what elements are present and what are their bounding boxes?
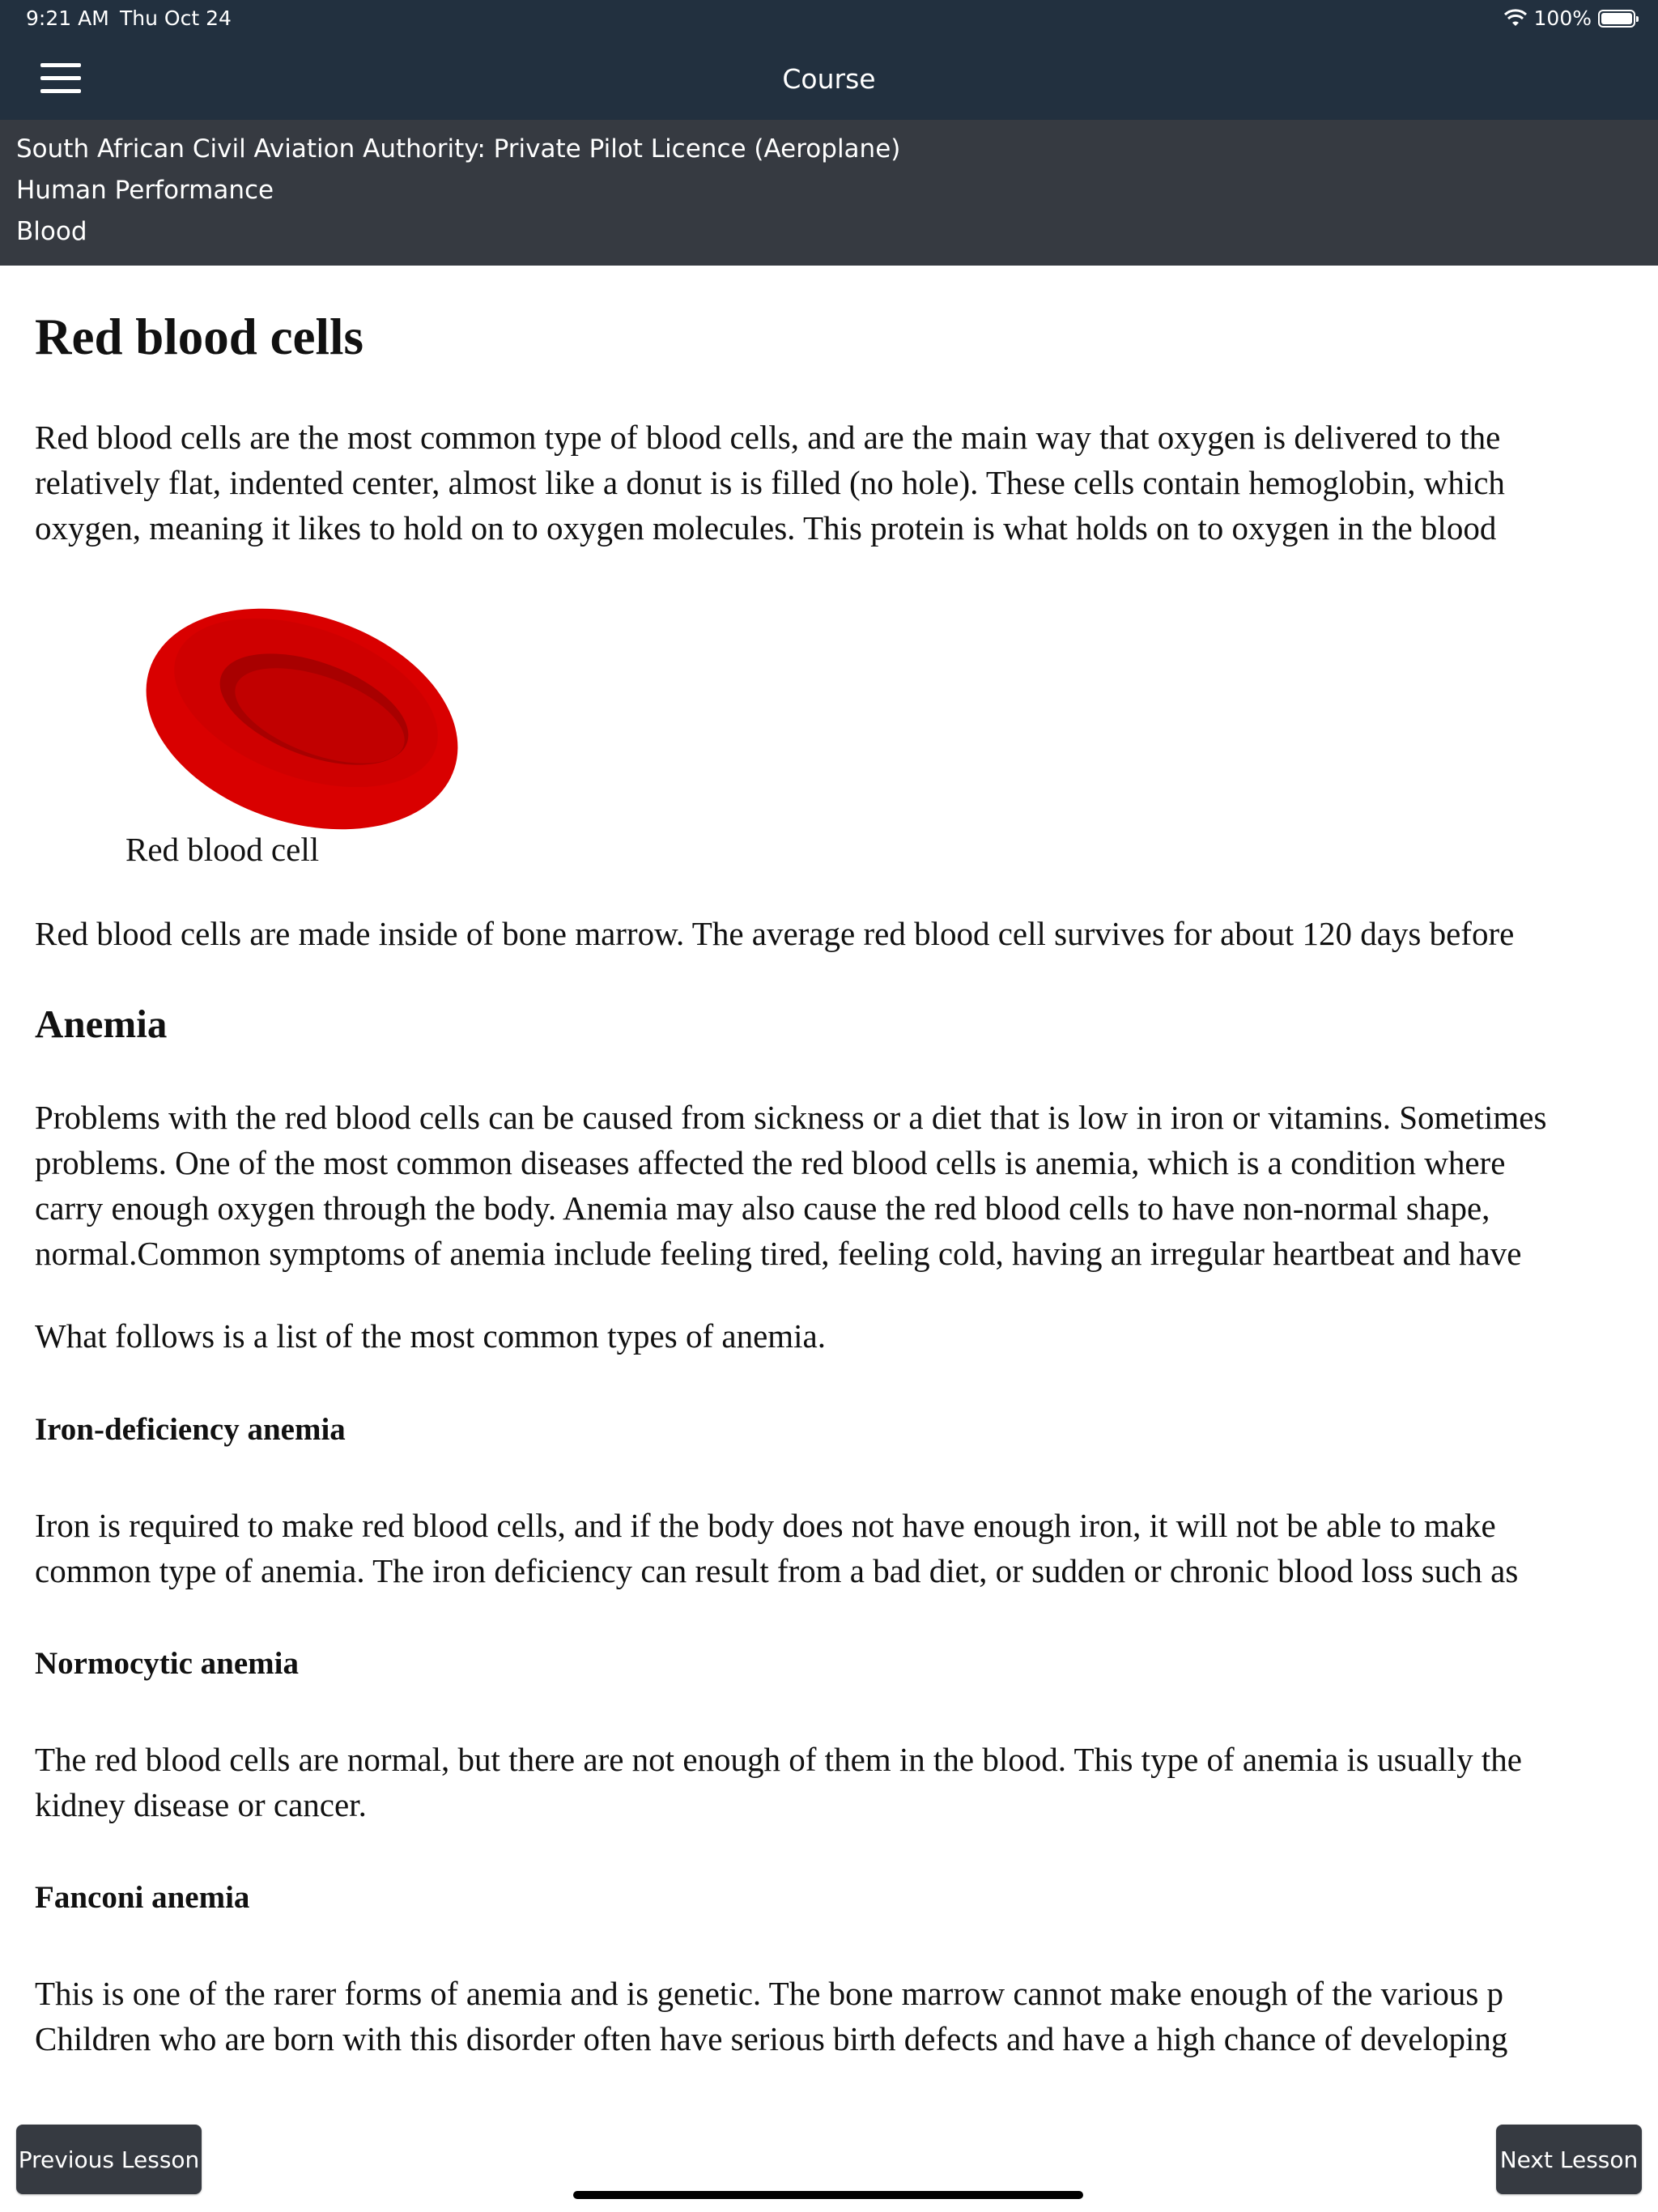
lesson-title: Red blood cells (35, 308, 364, 365)
anemia-line: problems. One of the most common diseases affected the red blood cells is anemia, which is a condition where (35, 1144, 1506, 1181)
next-lesson-button[interactable]: Next Lesson (1496, 2125, 1642, 2194)
red-blood-cell-image (132, 589, 488, 857)
marrow-paragraph: Red blood cells are made inside of bone marrow. The average red blood cell survives for about 120 days before (35, 915, 1515, 952)
anemia-heading: Anemia (35, 1002, 168, 1046)
status-date: Thu Oct 24 (120, 6, 232, 30)
fanconi-paragraph (35, 1971, 1507, 2061)
intro-line: oxygen, meaning it likes to hold on to oxygen molecules. This protein is what holds on to oxygen in the blood (35, 509, 1497, 547)
iron-deficiency-heading: Iron-deficiency anemia (35, 1412, 346, 1447)
fanconi-line: Children who are born with this disorder often have serious birth defects and have a high chance of developing (35, 2020, 1508, 2057)
anemia-line: normal.Common symptoms of anemia include feeling tired, feeling cold, having an irregular heartbeat and have (35, 1235, 1522, 1272)
wifi-icon (1503, 9, 1528, 28)
status-right (1503, 6, 1635, 30)
anemia-paragraph (35, 1095, 1546, 1276)
lesson-content (35, 266, 1642, 2095)
intro-line: relatively flat, indented center, almost like a donut is is filled (no hole). These cells contain hemoglobin, which (35, 464, 1505, 501)
iron-paragraph (35, 1503, 1518, 1593)
fanconi-line: This is one of the rarer forms of anemia and is genetic. The bone marrow cannot make enough of the various p (35, 1975, 1504, 2012)
list-intro: What follows is a list of the most common types of anemia. (35, 1317, 826, 1355)
normocytic-heading: Normocytic anemia (35, 1646, 299, 1681)
normocytic-line: kidney disease or cancer. (35, 1786, 367, 1823)
breadcrumb (0, 120, 1658, 266)
breadcrumb-course: South African Civil Aviation Authority: Private Pilot Licence (Aeroplane) (16, 134, 901, 164)
figure-caption: Red blood cell (125, 831, 320, 868)
status-bar (0, 0, 1658, 39)
previous-lesson-button[interactable]: Previous Lesson (16, 2125, 202, 2194)
normocytic-line: The red blood cells are normal, but there are not enough of them in the blood. This type of anemia is usually the (35, 1741, 1522, 1778)
breadcrumb-lesson: Blood (16, 217, 87, 246)
normocytic-paragraph (35, 1737, 1522, 1827)
nav-title: Course (782, 63, 876, 95)
iron-line: Iron is required to make red blood cells, and if the body does not have enough iron, it will not be able to make (35, 1507, 1496, 1544)
intro-line: Red blood cells are the most common type of blood cells, and are the main way that oxygen is delivered to the (35, 419, 1501, 456)
battery-icon (1598, 10, 1635, 28)
breadcrumb-subject: Human Performance (16, 176, 274, 205)
nav-bar (0, 39, 1658, 120)
anemia-line: Problems with the red blood cells can be caused from sickness or a diet that is low in iron or vitamins. Sometimes (35, 1099, 1547, 1136)
battery-percent: 100% (1533, 6, 1592, 30)
iron-line: common type of anemia. The iron deficiency can result from a bad diet, or sudden or chronic blood loss such as (35, 1552, 1519, 1589)
anemia-line: carry enough oxygen through the body. Anemia may also cause the red blood cells to have non-normal shape, (35, 1189, 1490, 1227)
fanconi-heading: Fanconi anemia (35, 1880, 250, 1915)
intro-paragraph (35, 415, 1505, 551)
home-indicator[interactable] (573, 2191, 1083, 2199)
status-time: 9:21 AM (26, 6, 109, 30)
